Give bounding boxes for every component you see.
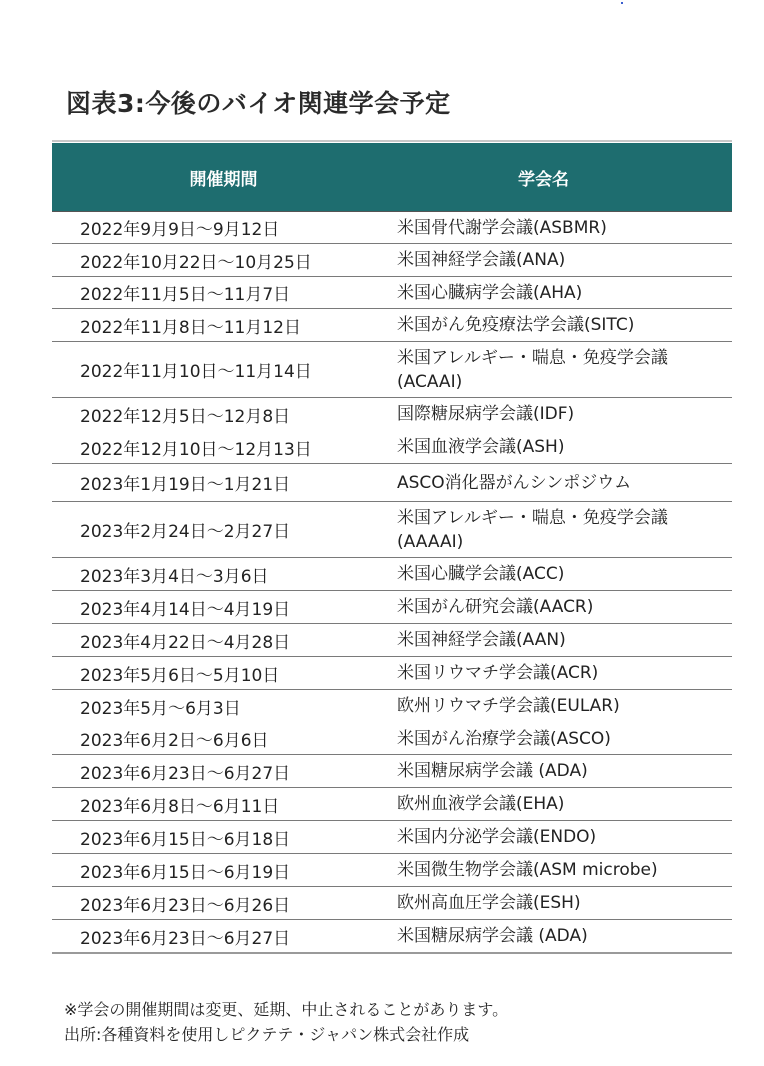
table-row xyxy=(52,886,732,919)
conference-name-line: 米国がん研究会議(AACR) xyxy=(397,597,594,617)
table-row xyxy=(52,787,732,820)
conference-name-line: 米国心臓病学会議(AHA) xyxy=(397,282,583,303)
table-row xyxy=(52,722,732,754)
schedule-table xyxy=(52,143,732,954)
conference-name-cell xyxy=(397,506,732,554)
conference-name-line: 米国がん免疫療法学会議(SITC) xyxy=(397,315,635,335)
period-cell: 2023年6月15日～6月18日 xyxy=(80,829,291,850)
period-cell: 2022年11月8日～11月12日 xyxy=(80,317,301,338)
conference-name-line: 米国がん治療学会議(ASCO) xyxy=(397,728,611,749)
conference-name-cell xyxy=(397,628,732,652)
period-cell: 2022年12月5日～12月8日 xyxy=(80,406,291,427)
conference-name-cell xyxy=(397,313,732,337)
period-cell: 2022年11月5日～11月7日 xyxy=(80,285,291,305)
conference-name-cell xyxy=(397,759,732,783)
table-row xyxy=(52,276,732,308)
period-cell: 2023年6月2日～6月6日 xyxy=(80,731,269,751)
conference-name-cell xyxy=(397,435,732,459)
note-source: 出所:各種資料を使用しピクテテ・ジャパン株式会社作成 xyxy=(64,1025,470,1044)
conference-name-line: 欧州高血圧学会議(ESH) xyxy=(397,893,581,913)
conference-name-line: 米国内分泌学会議(ENDO) xyxy=(397,827,597,847)
period-cell: 2023年6月23日～6月26日 xyxy=(80,895,291,916)
title-divider xyxy=(52,140,732,142)
conference-name-line: 米国神経学会議(ANA) xyxy=(397,250,566,270)
conference-name-line: 米国神経学会議(AAN) xyxy=(397,630,566,650)
period-cell: 2023年6月23日～6月27日 xyxy=(80,763,291,784)
conference-name-line: (ACAAI) xyxy=(397,371,463,392)
table-row xyxy=(52,308,732,341)
table-row xyxy=(52,243,732,276)
conference-name-line: 米国糖尿病学会議 (ADA) xyxy=(397,761,588,781)
table-row xyxy=(52,501,732,557)
header-period: 開催期間 xyxy=(189,169,258,190)
page-title: 図表3:今後のバイオ関連学会予定 xyxy=(66,89,451,118)
table-row xyxy=(52,211,732,243)
conference-name-cell xyxy=(397,402,732,426)
conference-name-line: 米国微生物学会議(ASM microbe) xyxy=(397,860,658,880)
period-cell: 2023年6月8日～6月11日 xyxy=(80,796,280,817)
table-row xyxy=(52,463,732,501)
conference-name-line: 米国骨代謝学会議(ASBMR) xyxy=(397,217,607,238)
table-row xyxy=(52,623,732,656)
period-cell: 2022年9月9日～9月12日 xyxy=(80,220,280,240)
header-conference-name: 学会名 xyxy=(518,169,569,190)
conference-name-cell xyxy=(397,792,732,816)
table-row xyxy=(52,341,732,397)
conference-name-line: 米国アレルギー・喘息・免疫学会議 xyxy=(397,507,668,528)
table-row xyxy=(52,919,732,952)
conference-name-cell xyxy=(397,595,732,619)
table-row xyxy=(52,853,732,886)
period-cell: 2023年4月22日～4月28日 xyxy=(80,632,291,653)
period-cell: 2023年4月14日～4月19日 xyxy=(80,599,291,620)
period-cell: 2022年10月22日～10月25日 xyxy=(80,252,312,273)
period-cell: 2023年3月4日～3月6日 xyxy=(80,566,269,587)
table-row xyxy=(52,590,732,623)
conference-name-cell xyxy=(397,661,732,685)
period-cell: 2022年11月10日～11月14日 xyxy=(80,362,312,382)
period-cell: 2023年5月～6月3日 xyxy=(80,698,241,719)
conference-name-line: 米国心臓学会議(ACC) xyxy=(397,564,565,584)
note-disclaimer: ※学会の開催期間は変更、延期、中止されることがあります。 xyxy=(64,1000,509,1019)
conference-name-line: 米国リウマチ学会議(ACR) xyxy=(397,663,599,683)
period-cell: 2023年6月23日～6月27日 xyxy=(80,928,291,949)
period-cell: 2023年6月15日～6月19日 xyxy=(80,862,291,883)
conference-name-cell xyxy=(397,216,732,240)
period-cell: 2022年12月10日～12月13日 xyxy=(80,439,312,460)
conference-name-cell xyxy=(397,471,732,495)
conference-name-cell xyxy=(397,562,732,586)
conference-name-line: (AAAAI) xyxy=(397,531,464,552)
period-cell: 2023年2月24日～2月27日 xyxy=(80,522,291,542)
table-row xyxy=(52,689,732,722)
period-cell: 2023年1月19日～1月21日 xyxy=(80,475,291,495)
table-body xyxy=(52,211,732,952)
table-row xyxy=(52,820,732,853)
conference-name-cell xyxy=(397,825,732,849)
footnotes xyxy=(64,997,508,1047)
table-row xyxy=(52,397,732,430)
conference-name-line: 米国糖尿病学会議 (ADA) xyxy=(397,926,588,946)
conference-name-cell xyxy=(397,694,732,718)
conference-name-line: ASCO消化器がんシンポジウム xyxy=(397,472,632,493)
conference-name-cell xyxy=(397,924,732,948)
marker-dot xyxy=(621,2,623,4)
conference-name-line: 米国血液学会議(ASH) xyxy=(397,437,565,457)
conference-name-line: 欧州血液学会議(EHA) xyxy=(397,794,565,814)
conference-name-line: 国際糖尿病学会議(IDF) xyxy=(397,404,575,424)
conference-name-cell xyxy=(397,346,732,394)
table-row xyxy=(52,754,732,787)
conference-name-cell xyxy=(397,858,732,882)
conference-name-cell xyxy=(397,281,732,305)
table-row xyxy=(52,656,732,689)
period-cell: 2023年5月6日～5月10日 xyxy=(80,665,280,686)
table-row xyxy=(52,430,732,463)
conference-name-cell xyxy=(397,727,732,751)
conference-name-line: 欧州リウマチ学会議(EULAR) xyxy=(397,696,620,716)
conference-name-cell xyxy=(397,891,732,915)
table-header xyxy=(52,143,732,211)
table-row xyxy=(52,557,732,590)
conference-name-cell xyxy=(397,248,732,272)
conference-name-line: 米国アレルギー・喘息・免疫学会議 xyxy=(397,347,668,368)
